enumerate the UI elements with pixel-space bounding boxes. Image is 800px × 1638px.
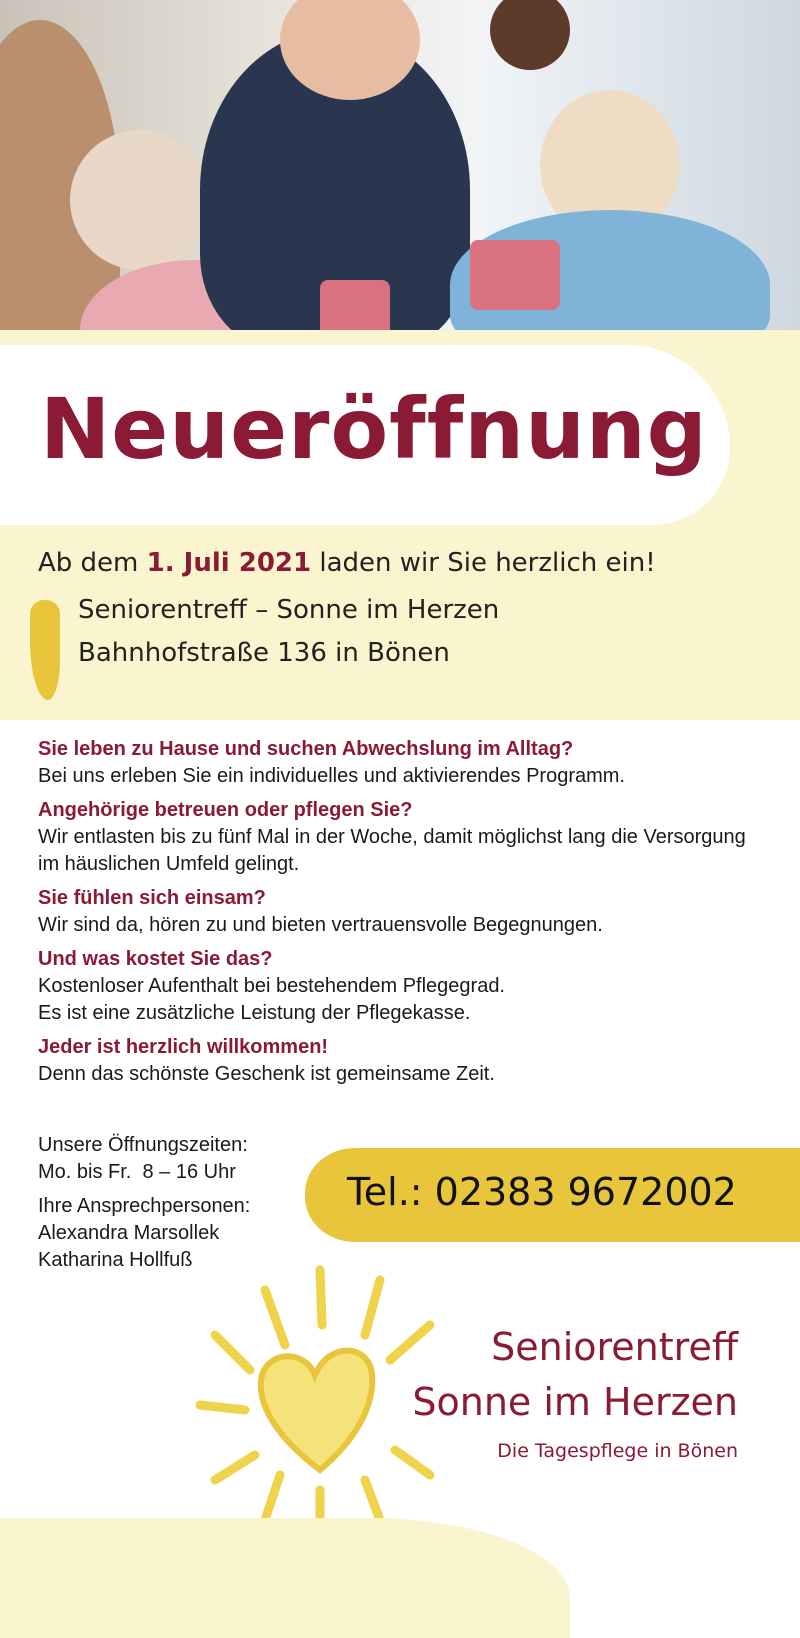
section-question: Sie leben zu Hause und suchen Abwechslung im Alltag? (38, 738, 574, 760)
intro-suffix: laden wir Sie herzlich ein! (311, 548, 656, 578)
hours-label: Unsere Öffnungszeiten: (38, 1134, 248, 1156)
address: Bahnhofstraße 136 in Bönen (78, 638, 450, 668)
contacts-label: Ihre Ansprechpersonen: (38, 1195, 251, 1217)
phone-banner (305, 1148, 800, 1242)
logo-name-line-1: Seniorentreff (491, 1325, 738, 1369)
section-question: Sie fühlen sich einsam? (38, 887, 266, 909)
body-sections (38, 736, 778, 1095)
opening-date: 1. Juli 2021 (146, 548, 312, 578)
contact-person: Alexandra Marsollek (38, 1222, 220, 1244)
logo-name-line-2: Sonne im Herzen (412, 1380, 738, 1424)
sun-heart-logo-icon (190, 1265, 450, 1535)
info-block (38, 1132, 250, 1274)
section-question: Angehörige betreuen oder pflegen Sie? (38, 799, 413, 821)
logo-tagline: Die Tagespflege in Bönen (497, 1440, 738, 1462)
intro-line-2: Seniorentreff – Sonne im Herzen (78, 595, 500, 625)
opening-hours: Mo. bis Fr. 8 – 16 Uhr (38, 1161, 236, 1183)
page-title: Neueröffnung (40, 380, 708, 478)
section-answer: Wir sind da, hören zu und bieten vertrauensvolle Begegnungen. (38, 914, 603, 936)
hero-photo-seniors-playing-cards (0, 0, 800, 360)
intro-prefix: Ab dem (38, 548, 147, 578)
intro-line-1 (38, 548, 656, 578)
phone-number[interactable]: Tel.: 02383 9672002 (347, 1170, 737, 1214)
bottom-cream-shape (0, 1518, 570, 1638)
contact-person: Katharina Hollfuß (38, 1249, 193, 1271)
section-answer: Kostenloser Aufenthalt bei bestehendem Pflegegrad. Es ist eine zusätzliche Leistung der Pflegekasse. (38, 975, 505, 1024)
section-question: Jeder ist herzlich willkommen! (38, 1036, 329, 1058)
section-answer: Denn das schönste Geschenk ist gemeinsame Zeit. (38, 1063, 495, 1085)
section-answer: Bei uns erleben Sie ein individuelles und aktivierendes Programm. (38, 765, 625, 787)
section-question: Und was kostet Sie das? (38, 948, 273, 970)
section-answer: Wir entlasten bis zu fünf Mal in der Woche, damit möglichst lang die Versorgung im häuslichen Umfeld gelingt. (38, 826, 746, 875)
